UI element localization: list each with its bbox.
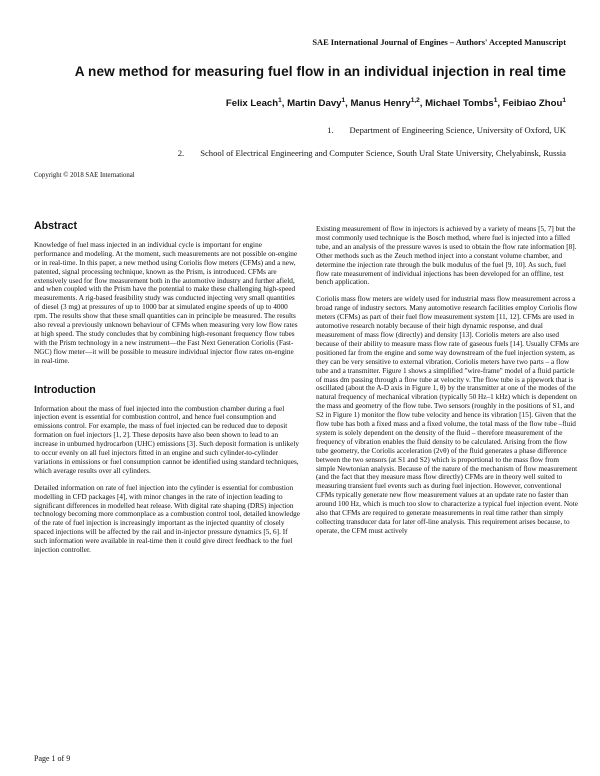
author-affiliation-mark: 1,2: [410, 97, 420, 104]
abstract-heading: Abstract: [34, 220, 77, 232]
affiliation-text: Department of Engineering Science, University of Oxford, UK: [349, 125, 566, 135]
author-affiliation-mark: 1: [341, 97, 346, 104]
intro-paragraph: Information about the mass of fuel injected into the combustion chamber during a fuel injection event is essential for combustion control, and hence fuel consumption and emissions control. For example, the mass of fuel injected can be reduced due to deposit formation on fuel injectors [1, 2]. These deposits have also been shown to lead to an increase in unburned hydrocarbon (UHC) emissions [3]. Such deposit formation is unlikely to occur evenly on all fuel injectors fitted in an engine and such cylinder-to-cylinder variations in emissions or fuel consumption cannot be identified using standard techniques, which average results over all cylinders.: [34, 404, 299, 475]
introduction-heading: Introduction: [34, 383, 96, 396]
left-column: [34, 222, 300, 563]
paper-title: A new method for measuring fuel flow in an individual injection in real time: [74, 64, 566, 79]
body-paragraph: Existing measurement of flow in injectors is achieved by a variety of means [5, 7] but the most commonly used technique is the Bosch method, where fuel is injected into a filled tube, and an analysis of the pressure waves is used to obtain the flow rate information [8]. Other methods such as the Zeuch method inject into a constant volume chamber, and determine the injection rate through the bulk modulus of the fuel [9, 10]. As such, fuel flow rate measurement of individual injections has been developed for an offline, test bench application.: [316, 225, 577, 287]
author-affiliation-mark: 1: [562, 97, 566, 104]
author-name: Manus Henry: [350, 98, 411, 110]
page-number: Page 1 of 9: [34, 754, 71, 763]
affiliation-2: [178, 148, 566, 158]
affiliation-1: [327, 125, 566, 135]
author-name: Michael Tombs: [425, 98, 494, 110]
abstract-text: Knowledge of fuel mass injected in an individual cycle is important for engine performance and modeling. At the moment, such measurements are not possible on-engine or in real-time. In this paper, a new method using Coriolis flow meters (CFMs) and a new, patented, signal processing technique, known as the Prism, is introduced. CFMs are extensively used for flow measurement both in the automotive industry and further afield, and when coupled with the Prism have the potential to make these challenging high-speed measurements. A rig-based feasibility study was conducted injecting very small quantities of diesel (3 mg) at pressures of up to 1000 bar at simulated engine speeds of up to 4000 rpm. The results show that these small quantities can in principle be measured. The results also reveal a previously unknown behaviour of CFMs when measuring very low flow rates at high speed. The study concludes that by combining high-resonant frequency flow tubes with the Prism technology in a new instrument—the Fast Next Generation Coriolis (Fast-NGC) flow meter—it will be possible to measure individual injector flow rates on-engine in real-time.: [34, 240, 298, 365]
author-name: Martin Davy: [287, 98, 342, 110]
author-affiliation-mark: 1: [278, 97, 282, 104]
journal-header: SAE International Journal of Engines – Authors' Accepted Manuscript: [312, 38, 566, 47]
author-name: Felix Leach: [225, 98, 279, 110]
author-list: Felix Leach$^1$, Martin Davy$^1$, Manus Henry$^{1,2}$, Michael Tombs$^1$, Feibiao Zhou$^1$: [225, 97, 566, 110]
right-column: [316, 225, 580, 544]
body-paragraph: Coriolis mass flow meters are widely used for industrial mass flow measurement across a broad range of industry sectors. Many automotive research facilities employ Coriolis flow meters (CFMs) as part of their fuel flow measurement system [11, 12]. CFMs are used in automotive research notably because of their high dynamic response, and dual measurement of mass flow (directly) and density [13]. Coriolis meters are also used because of their ability to measure mass flow rate of gaseous fuels [14]. Usually CFMs are positioned far from the engine and some way downstream of the fuel injection system, as they can be very sensitive to external vibration. Coriolis meters have two parts – a flow tube and a transmitter. Figure 1 shows a simplified "wire-frame" model of a fluid particle of mass dm passing through a flow tube at velocity v. The flow tube is a pipework that is oscillated (about the A-D axis in Figure 1, θ) by the transmitter at one of the modes of the natural frequency of mechanical vibration (typically 50 Hz–1 kHz) which is dependent on the mass and geometry of the flow tube. Two sensors (roughly in the positions of S1, and S2 in Figure 1) monitor the flow tube velocity and hence its vibration [15]. Given that the flow tube has both a fixed mass and a fixed volume, the total mass of the flow tube –fluid system is solely dependent on the density of the fluid – therefore measurement of the frequency of vibration enables the fluid density to be calculated. Arising from the flow tube geometry, the Coriolis acceleration (2vθ) of the fluid generates a phase difference between the two sensors (at S1 and S2) which is proportional to the mass flow from simple Newtonian analysis. Because of the nature of the mechanism of flow measurement (and the fact that they measure mass flow directly) CFMs are in theory well suited to measuring transient fuel events such as during fuel injection. However, conventional CFMs typically generate new flow measurement values at an update rate no faster than around 100 Hz, which is much too slow to characterize a typical fuel injection event. Note also that CFMs are required to generate measurements in real time rather than simply collecting transducer data for later off-line analysis. This requirement arises because, to operate, the CFM must actively: [316, 295, 579, 535]
intro-paragraph: Detailed information on rate of fuel injection into the cylinder is essential for combustion modelling in CFD packages [4], with minor changes in the rate of injection leading to significant differences in modelled heat release. With digital rate shaping (DRS) injection technology becoming more commonplace as a combustion control tool, detailed knowledge of the rate of fuel injection is increasingly important as the injected quantity of closely spaced injections will be affected by the rail and in-injector pressure dynamics [5, 6]. If such information were available in real-time then it could give direct feedback to the fuel injection controller.: [34, 483, 300, 555]
author-affiliation-mark: 1: [493, 97, 498, 104]
copyright-notice: Copyright © 2018 SAE International: [34, 172, 135, 179]
affiliation-number: 1.: [327, 125, 334, 135]
affiliation-number: 2.: [177, 148, 185, 158]
author-name: Feibiao Zhou: [502, 98, 563, 110]
affiliation-text: School of Electrical Engineering and Computer Science, South Ural State University, Chelyabinsk, Russia: [200, 148, 566, 158]
